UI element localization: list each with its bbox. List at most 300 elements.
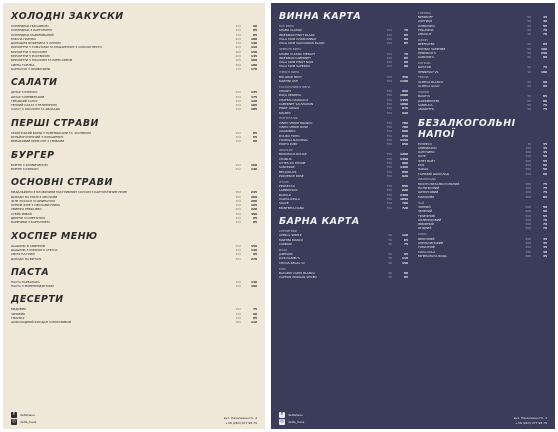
item-portion: 500	[525, 204, 531, 209]
item-price: 270	[250, 256, 257, 261]
item-portion: 150	[386, 32, 392, 37]
menu-item	[11, 220, 257, 224]
item-portion: 750	[386, 120, 392, 125]
item-portion: 500	[525, 226, 531, 231]
item-name: PORTO RUBY	[279, 142, 298, 147]
item-price: 85	[252, 220, 257, 225]
section-title: БУРГЕР	[11, 149, 55, 161]
item-price: 780	[401, 120, 408, 125]
item-price: 1450	[399, 97, 408, 102]
item-portion: 50	[527, 98, 531, 103]
food-menu-page	[3, 3, 265, 429]
item-name: ХОРТИЦЯ	[418, 19, 433, 24]
item-price: 95	[252, 216, 257, 221]
item-name: ФЛЕТ ВАЙТ	[418, 158, 436, 163]
item-price: 170	[250, 66, 257, 71]
menu-item	[418, 172, 547, 176]
item-name: ZUBROWKA	[418, 23, 436, 28]
item-price: 870	[401, 106, 408, 111]
item-name: СТЕЙК РИБАЙ	[11, 211, 32, 216]
item-name: ALVARINHO	[279, 129, 296, 134]
item-name: VILLA KRIM CHARDONNAY	[279, 37, 317, 41]
subsection-title: РОМ	[279, 266, 286, 271]
item-price: 80	[403, 64, 408, 69]
item-price: 120	[250, 98, 257, 103]
item-price: 50	[542, 154, 547, 159]
item-price: 145	[250, 54, 257, 59]
item-name: BAILEYS	[418, 94, 430, 99]
item-name: ABSOLUT	[418, 32, 432, 37]
item-name: HENDRICK'S	[418, 50, 436, 55]
social-row-facebook[interactable]	[279, 412, 304, 418]
item-price: 70	[542, 226, 547, 231]
item-portion: 200	[235, 247, 241, 252]
item-portion: 50	[388, 233, 392, 238]
item-price: 75	[542, 186, 547, 191]
item-price: 180	[540, 69, 547, 74]
item-portion: 350	[235, 130, 241, 135]
item-portion: 750	[386, 125, 392, 130]
item-price: 80	[403, 270, 408, 275]
item-portion: 750	[386, 152, 392, 157]
item-price: 1350	[399, 156, 408, 161]
item-name: ВАРЕНИКИ З КАРТОПЛЕЮ	[11, 220, 50, 225]
item-price: 70	[542, 27, 547, 32]
item-name: БРУСКЕТТИ З ТОМАТАМИ ТА МОЦАРЕЛОЮ З СОУСОМ ПЕСТО	[11, 45, 102, 50]
item-portion: 200	[235, 36, 241, 41]
item-portion: 150	[235, 311, 241, 316]
item-name: ТІРАМІСУ	[11, 315, 25, 320]
item-name: BOLGRAD BRUT	[279, 74, 302, 79]
item-portion: 50	[527, 19, 531, 24]
item-portion: 50	[388, 260, 392, 265]
menu-item	[279, 206, 408, 210]
social-handle: deltahaus	[20, 412, 35, 417]
item-name: САЛАТ З ЛОСОСЕМ ТА АВОКАДО	[11, 107, 61, 112]
section-title: БЕЗАЛКОГОЛЬНІ НАПОЇ	[418, 117, 516, 140]
item-portion: 50	[527, 107, 531, 112]
item-name: БУРГЕР З ЯЛОВИЧИНОЮ	[11, 162, 48, 167]
item-name: БРУСКЕТТИ З ЛОСОСЕМ ТА КРЕМ-СИРОМ	[11, 58, 73, 63]
item-price: 120	[401, 233, 408, 238]
item-price: 95	[252, 28, 257, 33]
menu-item	[279, 275, 408, 279]
item-name: GORDON'S	[418, 55, 434, 60]
item-price: 160	[250, 162, 257, 167]
subsection-title: АПЕРИТИВИ	[279, 228, 297, 233]
item-portion: 50	[388, 275, 392, 280]
item-portion: 300	[235, 211, 241, 216]
item-name: PROSECCO	[279, 184, 296, 189]
item-portion: 750	[386, 97, 392, 102]
item-price: 1000	[399, 101, 408, 106]
item-name: ОБЛЕПИХОВИЙ	[418, 217, 442, 222]
menu-item	[418, 254, 547, 258]
item-name: ТЕПЛИЙ САЛАТ З ТЕЛЯТИНОЮ	[11, 103, 58, 108]
item-portion: 200	[235, 45, 241, 50]
item-name: CABERNET SAUVIGNON	[279, 101, 314, 106]
item-price: 150	[250, 49, 257, 54]
item-name: ІМБИРНИЙ	[418, 222, 434, 227]
item-name: TOURIGA NACIONAL	[279, 137, 309, 142]
item-portion: 250	[525, 167, 531, 172]
menu-item	[11, 167, 257, 171]
item-portion: 250	[235, 62, 241, 67]
item-portion: 50	[527, 94, 531, 99]
item-price: 40	[542, 19, 547, 24]
item-portion: 200	[525, 150, 531, 155]
item-name: VILLA KRIM SAUVIGNON BLANC	[279, 41, 325, 46]
section-title: ВИННА КАРТА	[279, 11, 362, 22]
item-portion: 150	[386, 37, 392, 41]
item-name: SHABO CLASSIC MERLOT	[279, 51, 316, 56]
social-links	[11, 412, 36, 425]
item-portion: 50	[527, 32, 531, 37]
item-portion: 750	[386, 110, 392, 115]
subsection-title: СОКИ	[418, 232, 427, 237]
section-title: ДЕСЕРТИ	[11, 294, 64, 306]
item-price: 65	[403, 237, 408, 242]
menu-item	[418, 70, 547, 74]
item-price: 50	[542, 167, 547, 172]
item-name: SANCERRE	[279, 165, 295, 170]
item-name: VILLA KRIM PINOT NOIR	[279, 60, 314, 65]
item-portion: 750	[386, 142, 392, 147]
item-name: СВИНЯЧІ РЕБРА BBQ	[11, 207, 42, 212]
item-portion: 250	[235, 90, 241, 95]
item-price: 95	[252, 252, 257, 257]
item-price: 90	[403, 60, 408, 65]
item-portion: 150	[386, 55, 392, 60]
item-portion: 180	[235, 320, 241, 325]
item-portion: 300	[235, 139, 241, 144]
item-price: 90	[252, 24, 257, 28]
item-name: OLMECA GOLD	[418, 84, 440, 89]
item-name: СИРНА ТАРІЛКА	[11, 62, 35, 67]
item-name: ТОМАТНИЙ	[418, 245, 435, 250]
item-portion: 750	[386, 93, 392, 98]
item-portion: 50	[527, 65, 531, 70]
item-portion: 300	[235, 198, 241, 203]
item-price: 70	[403, 28, 408, 33]
item-portion: 150	[386, 60, 392, 65]
item-portion: 50	[388, 237, 392, 242]
item-name: CHABLIS	[279, 156, 292, 161]
item-name: ЕСПРЕСО	[418, 141, 432, 146]
item-price: 35	[542, 253, 547, 258]
item-price: 160	[250, 103, 257, 108]
contact-info	[514, 416, 547, 425]
section-title: ПЕРШІ СТРАВИ	[11, 117, 99, 129]
item-portion: 50	[527, 14, 531, 19]
item-portion: 400	[235, 207, 241, 212]
menu-item	[279, 174, 408, 178]
item-portion: 750	[386, 101, 392, 106]
item-portion: 50	[527, 79, 531, 84]
item-price: 150	[250, 243, 257, 248]
item-portion: 250	[235, 28, 241, 33]
item-price: 185	[250, 107, 257, 112]
item-price: 850	[401, 133, 408, 138]
item-portion: 750	[386, 74, 392, 79]
item-portion: 50	[388, 256, 392, 261]
item-price: 135	[250, 90, 257, 95]
item-name: МЕДОВИК	[11, 307, 27, 312]
item-name: ДОРАДО НА ГРИЛІ З ОВОЧАМИ	[11, 194, 58, 199]
item-portion: 300	[235, 284, 241, 289]
item-price: 175	[250, 94, 257, 99]
item-name: МОХІТО БЕЗАЛКОГОЛЬНИЙ	[418, 181, 460, 186]
address: вул. Незалежності, 4	[513, 416, 547, 420]
item-price: 1100	[399, 78, 408, 83]
menu-item	[418, 55, 547, 59]
item-portion: 120	[235, 66, 241, 71]
item-price: 70	[542, 217, 547, 222]
item-name: ДЕРУНИ ЗІ СМЕТАНОЮ	[11, 216, 46, 221]
item-price: 150	[401, 260, 408, 265]
item-portion: 250	[525, 171, 531, 176]
menu-item	[279, 64, 408, 68]
item-price: 55	[542, 158, 547, 163]
item-name: LAMBRUSCO	[279, 188, 298, 193]
section-title: ПАСТА	[11, 266, 50, 278]
subsection-title: ФРАНЦІЯ	[279, 148, 293, 153]
item-name: ЯГІДНИЙ	[418, 226, 432, 231]
item-name: ЧИЗКЕЙК	[11, 311, 26, 316]
item-name: КАРПАЧЧО З ЯЛОВИЧИНИ	[11, 66, 50, 71]
item-price: 60	[542, 171, 547, 176]
item-name: КАКАО	[418, 167, 429, 172]
contact-info	[224, 416, 257, 425]
item-portion: 200	[525, 158, 531, 163]
item-price: 720	[401, 205, 408, 210]
item-price: 980	[401, 161, 408, 166]
item-price: 165	[250, 203, 257, 208]
social-handle: deltahaus	[288, 412, 303, 417]
item-price: 245	[250, 190, 257, 195]
item-portion: 750	[386, 78, 392, 83]
item-portion: 250	[525, 154, 531, 159]
item-portion: 50	[527, 27, 531, 32]
item-portion: 150	[235, 307, 241, 312]
item-portion: 250	[235, 220, 241, 225]
menu-item	[418, 32, 547, 36]
item-portion: 750	[386, 106, 392, 111]
item-price: 35	[542, 145, 547, 150]
item-name: PINOT GRIGIO	[279, 106, 300, 111]
item-portion: 150	[235, 32, 241, 37]
drinks-menu-columns	[279, 9, 547, 401]
item-price: 75	[542, 181, 547, 186]
subsection-title: ЧАЙ	[418, 200, 425, 205]
item-price: 220	[250, 207, 257, 212]
item-price: 850	[401, 169, 408, 174]
item-price: 160	[250, 58, 257, 63]
menu-item	[11, 67, 257, 71]
item-name: ДОМАШНЯ БУЖЕНИНА З ХРІНОМ	[11, 41, 61, 46]
item-portion: 750	[386, 169, 392, 174]
section-title: БАРНА КАРТА	[279, 215, 360, 227]
item-price: 85	[252, 32, 257, 37]
item-name: BEEFEATER	[418, 42, 435, 47]
item-portion: 50	[388, 241, 392, 246]
item-name: PROVENCE ROSE	[279, 173, 304, 178]
social-row-instagram[interactable]	[11, 419, 36, 425]
item-portion: 330	[525, 249, 531, 254]
subsection-title: ТЕКІЛА	[418, 75, 429, 80]
item-portion: 50	[527, 42, 531, 47]
menu-item	[418, 84, 547, 88]
item-price: 85	[403, 32, 408, 37]
item-name: ОСЕЛЕДЕЦЬ МАРИНОВАНИЙ	[11, 32, 54, 37]
item-price: 90	[542, 98, 547, 103]
item-price: 85	[403, 275, 408, 280]
item-price: 620	[401, 188, 408, 193]
item-portion: 750	[386, 197, 392, 202]
item-portion: 250	[525, 163, 531, 168]
item-name: МІНЕРАЛЬНА ВОДА	[418, 253, 447, 258]
drinks-menu-page	[271, 3, 555, 429]
item-portion: 750	[386, 133, 392, 138]
item-portion: 200	[235, 243, 241, 248]
item-name: МАРАКУЙЯ	[418, 194, 435, 199]
item-price: 140	[250, 166, 257, 171]
item-portion: 750	[386, 173, 392, 178]
subsection-title: ЧЕРВОНІ ВИНА	[279, 47, 302, 52]
item-name: VILLA KRIM SAPERAVI	[279, 64, 311, 69]
item-price: 75	[252, 307, 257, 312]
item-name: АПЕЛЬСИНОВИЙ	[418, 240, 444, 245]
item-name: CAMPARI	[279, 241, 292, 246]
item-price: 85	[403, 55, 408, 60]
item-portion: 750	[386, 184, 392, 189]
item-price: 1050	[399, 197, 408, 202]
item-price: 140	[250, 41, 257, 46]
subsection-title: ГОРІЛКА	[418, 10, 431, 15]
item-portion: 750	[386, 156, 392, 161]
item-portion: 750	[386, 188, 392, 193]
item-price: 85	[542, 42, 547, 47]
item-price: 70	[403, 51, 408, 56]
item-price: 65	[252, 135, 257, 140]
subsection-title: ЛИМОНАДИ	[418, 177, 436, 182]
item-name: VINHO VERDE BRANCO	[279, 120, 313, 125]
item-name: ТРАВ'ЯНИЙ	[418, 213, 435, 218]
social-handle: delta_haus	[288, 419, 305, 424]
item-price: 55	[542, 213, 547, 218]
item-price: 110	[401, 256, 408, 261]
item-name: SOAVE	[279, 201, 289, 206]
item-portion: 250	[235, 94, 241, 99]
item-price: 2400	[399, 192, 408, 197]
item-name: BORDEAUX ROUGE	[279, 152, 307, 157]
item-price: 1200	[399, 152, 408, 157]
item-name: COTES DU RHONE	[279, 161, 306, 166]
item-portion: 150	[386, 51, 392, 56]
item-portion: 50	[527, 84, 531, 89]
item-name: CHIVAS REGAL 12	[279, 260, 305, 265]
item-portion: 250	[525, 245, 531, 250]
item-price: 35	[542, 245, 547, 250]
item-price: 100	[540, 46, 547, 51]
item-name: DOURO TINTO	[279, 133, 300, 138]
item-portion: 50	[527, 102, 531, 107]
item-name: RIOJA RESERVA	[279, 93, 301, 98]
item-portion: 750	[386, 129, 392, 134]
item-price: 75	[542, 107, 547, 112]
item-portion: 500	[525, 209, 531, 214]
item-name: ОСЕЛЕДЕЦЬ ПІД ШУБОЮ	[11, 24, 49, 28]
item-portion: 350	[235, 194, 241, 199]
item-portion: 30	[527, 141, 531, 146]
subsection-title: БІЛІ ВИНА	[279, 24, 295, 28]
menu-item	[279, 242, 408, 246]
item-price: 130	[250, 247, 257, 252]
item-name: ЦИТРУСОВИЙ	[418, 190, 439, 195]
item-price: 920	[401, 110, 408, 115]
item-name: FINLANDIA	[418, 27, 434, 32]
item-price: 890	[401, 129, 408, 134]
item-price: 50	[542, 209, 547, 214]
item-price: 35	[542, 236, 547, 241]
item-name: BOMBAY SAPPHIRE	[418, 46, 446, 51]
menu-item	[418, 195, 547, 199]
item-name: VINHO VERDE ROSE	[279, 125, 309, 130]
item-price: 80	[542, 194, 547, 199]
item-price: 85	[542, 94, 547, 99]
item-name: MALBEC	[279, 110, 291, 115]
item-name: МЕДАЛЬЙОНИ З ЯЛОВИЧИНИ ПІД ГРИБНИМ СОУСОМ З КАРТОПЛЯНИМ ПЮРЕ	[11, 190, 128, 195]
item-portion: 350	[235, 166, 241, 171]
item-name: JAGERMEISTER	[418, 98, 440, 103]
menu-item	[11, 257, 257, 261]
subsection-title: ЕКСКЛЮЗИВНІ ВИНА	[279, 84, 311, 89]
item-name: MONTEPULCIANO	[279, 205, 305, 210]
phone: +38 (063) 077 98 79	[515, 420, 547, 425]
item-price: 45	[542, 14, 547, 19]
social-row-instagram[interactable]	[279, 419, 304, 425]
item-name: ЧОРНИЙ	[418, 204, 431, 209]
item-portion: 400	[525, 181, 531, 186]
menu-item	[11, 320, 257, 324]
drinks-menu-footer	[279, 405, 547, 425]
item-name: ГРЕЦЬКИЙ САЛАТ	[11, 98, 38, 103]
item-name: ШАШЛИК З КУРЯЧОГО СТЕГНА	[11, 247, 58, 252]
subsection-title: ДЖИН	[418, 37, 428, 42]
item-portion: 250	[235, 252, 241, 257]
social-links	[279, 412, 304, 425]
item-price: 190	[250, 284, 257, 289]
item-portion: 750	[386, 205, 392, 210]
social-row-facebook[interactable]	[11, 412, 36, 418]
item-price: 950	[401, 142, 408, 147]
menu-item	[279, 261, 408, 265]
item-portion: 250	[235, 98, 241, 103]
instagram-icon: ◎	[12, 418, 16, 424]
instagram-icon: ◎	[280, 418, 284, 424]
item-name: HENNESSY VS	[418, 69, 439, 74]
item-price: 850	[401, 184, 408, 189]
subsection-title: ІТАЛІЯ	[279, 179, 289, 184]
item-portion: 50	[527, 55, 531, 60]
item-name: УКРАЇНСЬКИЙ БОРЩ З ПАМПУШКАМИ ТА ЧАСНИКОМ	[11, 130, 91, 135]
item-price: 75	[542, 65, 547, 70]
section-title: ХОСПЕР МЕНЮ	[11, 230, 98, 242]
subsection-title: ПОРТУГАЛІЯ	[279, 116, 298, 121]
menu-item	[279, 111, 408, 115]
item-name: COCA-COLA	[418, 249, 436, 254]
item-portion: 750	[386, 192, 392, 197]
